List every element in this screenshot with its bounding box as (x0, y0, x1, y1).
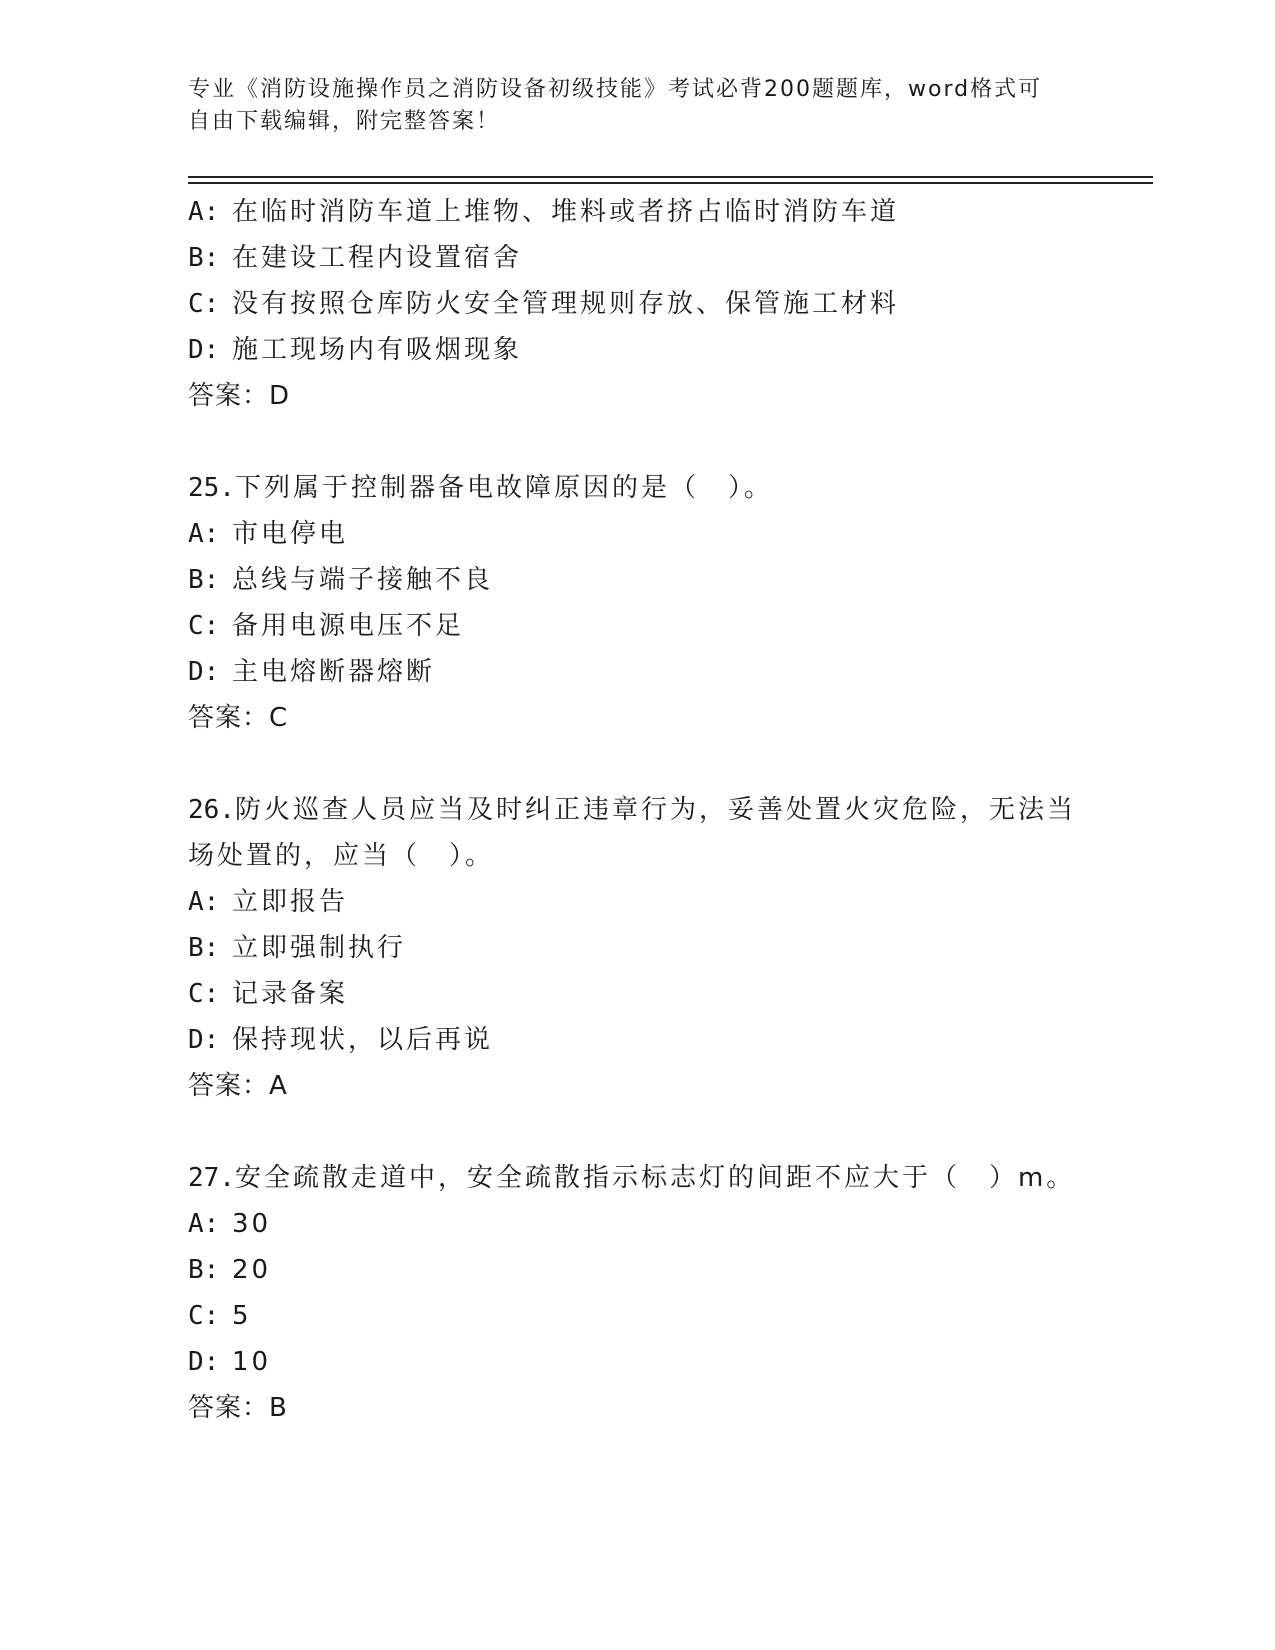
option-c: C: 没有按照仓库防火安全管理规则存放、保管施工材料 (188, 289, 900, 319)
header-divider-bottom (188, 182, 1153, 184)
question-stem: 26.防火巡查人员应当及时纠正违章行为，妥善处置火灾危险，无法当 (188, 795, 1076, 825)
option-b: B: 立即强制执行 (188, 933, 407, 963)
question-stem-continued: 场处置的，应当（ ）。 (188, 841, 495, 871)
document-header (188, 74, 1068, 138)
question-27 (188, 1155, 1118, 1431)
header-divider-top (188, 176, 1153, 178)
question-list (188, 189, 1118, 1431)
option-b: B: 20 (188, 1255, 272, 1285)
option-b: B: 总线与端子接触不良 (188, 565, 494, 595)
answer-line: 答案：A (188, 1071, 288, 1101)
header-line-2: 自由下载编辑，附完整答案！ (188, 109, 501, 134)
option-d: D: 10 (188, 1347, 272, 1377)
option-c: C: 备用电源电压不足 (188, 611, 465, 641)
option-b: B: 在建设工程内设置宿舍 (188, 243, 523, 273)
option-a: A: 市电停电 (188, 519, 349, 549)
option-a: A: 在临时消防车道上堆物、堆料或者挤占临时消防车道 (188, 197, 900, 227)
option-c: C: 5 (188, 1301, 252, 1331)
answer-line: 答案：B (188, 1393, 288, 1423)
header-line-1: 专业《消防设施操作员之消防设备初级技能》考试必背200题题库，word格式可 (188, 77, 1043, 102)
question-24-continued (188, 189, 1118, 419)
answer-line: 答案：D (188, 381, 291, 411)
question-26 (188, 787, 1118, 1109)
option-d: D: 保持现状，以后再说 (188, 1025, 494, 1055)
option-c: C: 记录备案 (188, 979, 349, 1009)
option-a: A: 30 (188, 1209, 272, 1239)
option-a: A: 立即报告 (188, 887, 349, 917)
question-stem: 25.下列属于控制器备电故障原因的是（ ）。 (188, 473, 773, 503)
option-d: D: 施工现场内有吸烟现象 (188, 335, 523, 365)
question-25 (188, 465, 1118, 741)
answer-line: 答案：C (188, 703, 289, 733)
option-d: D: 主电熔断器熔断 (188, 657, 436, 687)
question-stem: 27.安全疏散走道中，安全疏散指示标志灯的间距不应大于（ ）m。 (188, 1163, 1076, 1193)
